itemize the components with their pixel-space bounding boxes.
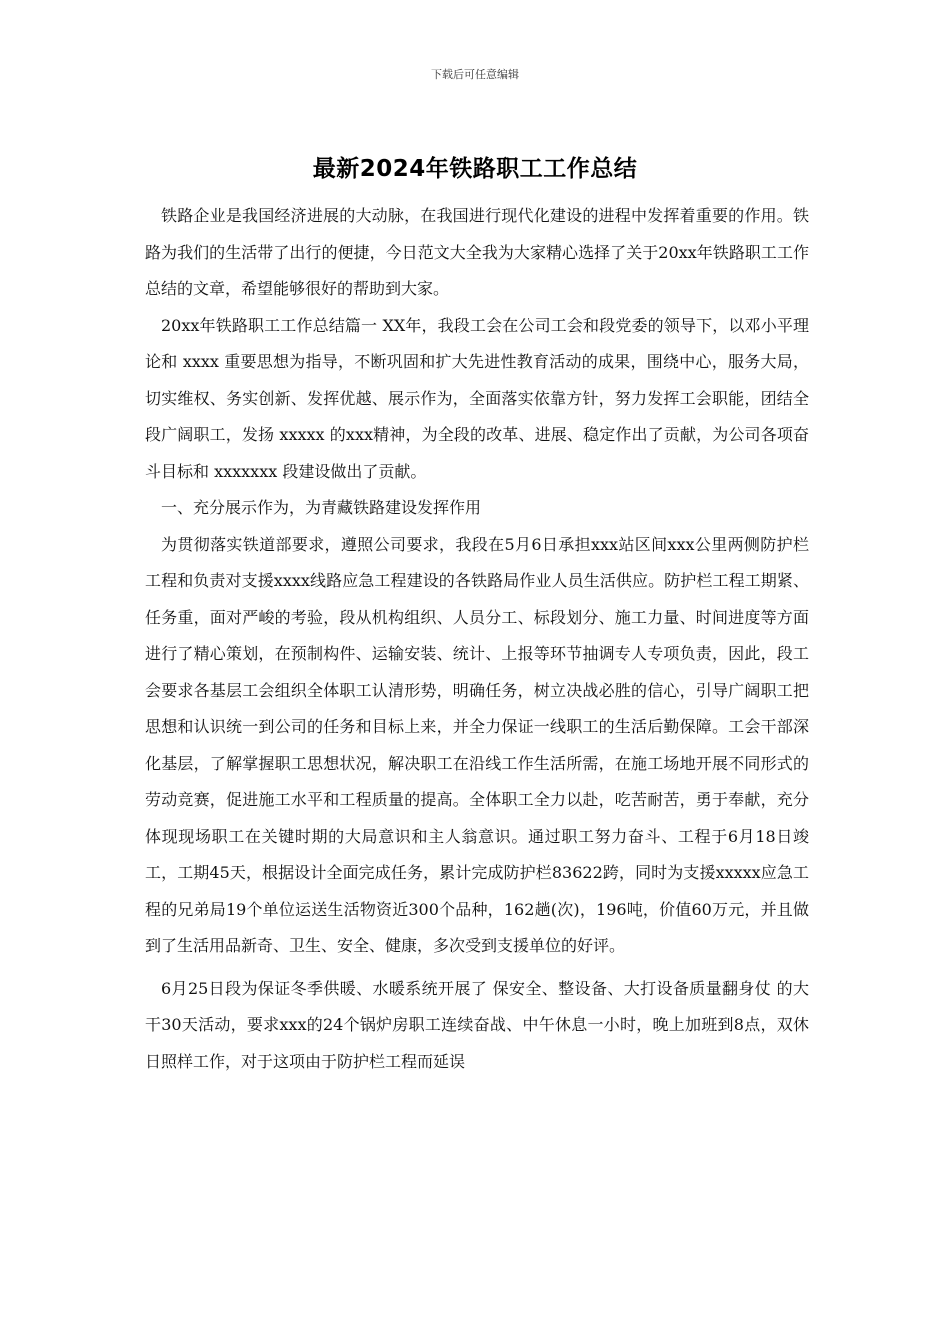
paragraph-intro: 铁路企业是我国经济进展的大动脉，在我国进行现代化建设的进程中发挥着重要的作用。铁路为我们的生活带了出行的便捷，今日范文大全我为大家精心选择了关于20xx年铁路职工工作总结的文章，希望能够很好的帮助到大家。 <box>145 206 809 298</box>
document-body <box>145 198 809 1080</box>
section-heading: 一、充分展示作为，为青藏铁路建设发挥作用 <box>161 498 482 517</box>
paragraph-body: 为贯彻落实铁道部要求，遵照公司要求，我段在5月6日承担xxx站区间xxx公里两侧防护栏工程和负责对支援xxxx线路应急工程建设的各铁路局作业人员生活供应。防护栏工程工期紧、任务重，面对严峻的考验，段从机构组织、人员分工、标段划分、施工力量、时间进度等方面进行了精心策划，在预制构件、运输安装、统计、上报等环节抽调专人专项负责，因此，段工会要求各基层工会组织全体职工认清形势，明确任务，树立决战必胜的信心，引导广阔职工把思想和认识统一到公司的任务和目标上来，并全力保证一线职工的生活后勤保障。工会干部深化基层，了解掌握职工思想状况，解决职工在沿线工作生活所需，在施工场地开展不同形式的劳动竞赛，促进施工水平和工程质量的提高。全体职工全力以赴，吃苦耐苦，勇于奉献，充分体现现场职工在关键时期的大局意识和主人翁意识。通过职工努力奋斗、工程于6月18日竣工，工期45天，根据设计全面完成任务，累计完成防护栏83622跨，同时为支援xxxxx应急工程的兄弟局19个单位运送生活物资近300个品种，162趟(次)，196吨，价值60万元，并且做到了生活用品新奇、卫生、安全、健康，多次受到支援单位的好评。 <box>145 534 809 955</box>
paragraph-body: 6月25日段为保证冬季供暖、水暖系统开展了 保安全、整设备、大打设备质量翻身仗 的大干30天活动，要求xxx的24个锅炉房职工连续奋战、中午休息一小时，晚上加班到8点，双休日照样工作，对于这项由于防护栏工程而延误 <box>145 978 809 1071</box>
paragraph-summary: 20xx年铁路职工工作总结篇一 XX年，我段工会在公司工会和段党委的领导下，以邓小平理论和 xxxx 重要思想为指导，不断巩固和扩大先进性教育活动的成果，围绕中心，服务大局，切实维权、务实创新、发挥优越、展示作为，全面落实依靠方针，努力发挥工会职能，团结全段广阔职工，发扬 xxxxx 的xxx精神，为全段的改革、进展、稳定作出了贡献，为公司各项奋斗目标和 xxxxxxx 段建设做出了贡献。 <box>145 315 809 481</box>
header-note: 下载后可任意编辑 <box>431 68 519 81</box>
document-title: 最新2024年铁路职工工作总结 <box>312 156 638 182</box>
